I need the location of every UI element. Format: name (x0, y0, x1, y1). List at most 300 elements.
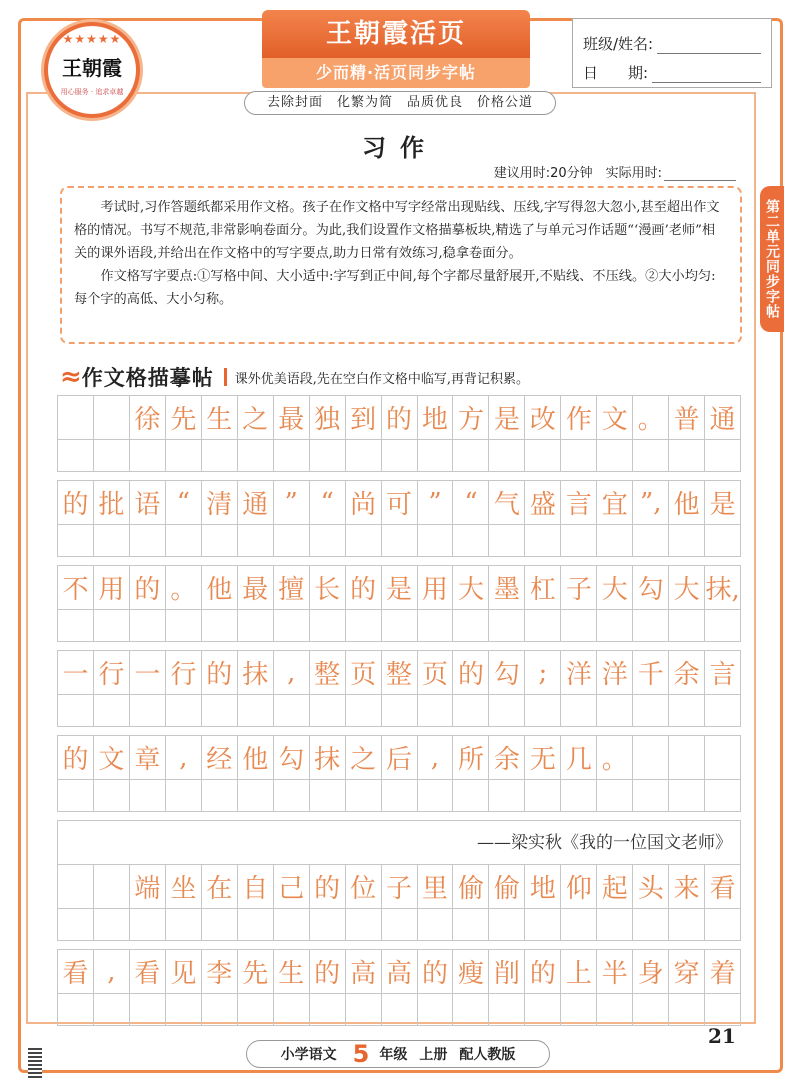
trace-cell: 自 (238, 865, 274, 908)
trace-cell: “ (453, 481, 489, 524)
trace-cell: 大 (669, 566, 705, 609)
date-label: 日 期: (583, 64, 649, 82)
practice-cell[interactable] (130, 780, 166, 811)
trace-cell: 头 (633, 865, 669, 908)
practice-cell[interactable] (346, 909, 382, 940)
trace-cell: 整 (310, 651, 346, 694)
practice-cell[interactable] (382, 780, 418, 811)
trace-cell: 位 (346, 865, 382, 908)
grid-row-pair (57, 650, 741, 727)
trace-cell: 高 (382, 950, 418, 993)
practice-cell[interactable] (453, 909, 489, 940)
practice-row (57, 694, 741, 727)
trace-cell: 一 (58, 651, 94, 694)
trace-cell: 千 (633, 651, 669, 694)
trace-cell: , (94, 950, 130, 993)
practice-cell[interactable] (561, 440, 597, 471)
practice-cell[interactable] (418, 909, 454, 940)
grid-row-pair (57, 565, 741, 642)
practice-cell[interactable] (94, 994, 130, 1025)
practice-cell[interactable] (453, 610, 489, 641)
trace-cell: 宜 (597, 481, 633, 524)
practice-row (57, 779, 741, 812)
practice-cell[interactable] (346, 994, 382, 1025)
practice-cell[interactable] (58, 695, 94, 726)
practice-cell[interactable] (597, 525, 633, 556)
practice-cell[interactable] (94, 525, 130, 556)
practice-cell[interactable] (94, 909, 130, 940)
trace-cell: 着 (705, 950, 741, 993)
practice-cell[interactable] (166, 909, 202, 940)
trace-cell: 生 (202, 396, 238, 439)
trace-cell: 看 (130, 950, 166, 993)
practice-cell[interactable] (382, 440, 418, 471)
practice-cell[interactable] (94, 440, 130, 471)
practice-cell[interactable] (274, 610, 310, 641)
practice-cell[interactable] (202, 525, 238, 556)
trace-cell: 之 (238, 396, 274, 439)
trace-cell: ” (418, 481, 454, 524)
practice-cell[interactable] (453, 525, 489, 556)
trace-cell: ”, (633, 481, 669, 524)
practice-cell[interactable] (669, 994, 705, 1025)
practice-cell[interactable] (94, 780, 130, 811)
trace-cell: 勾 (274, 736, 310, 779)
trace-cell: 最 (238, 566, 274, 609)
trace-cell: 他 (238, 736, 274, 779)
trace-cell (94, 396, 130, 439)
trace-cell: 高 (346, 950, 382, 993)
practice-cell[interactable] (310, 525, 346, 556)
trace-cell: 抹, (705, 566, 741, 609)
practice-cell[interactable] (166, 440, 202, 471)
composition-grid (57, 395, 741, 1034)
trace-cell: 地 (418, 396, 454, 439)
practice-cell[interactable] (525, 525, 561, 556)
section-divider (224, 368, 227, 386)
practice-cell[interactable] (382, 610, 418, 641)
practice-row (57, 908, 741, 941)
practice-cell[interactable] (489, 780, 525, 811)
practice-row (57, 993, 741, 1026)
practice-cell[interactable] (597, 440, 633, 471)
trace-cell: 。 (166, 566, 202, 609)
practice-cell[interactable] (453, 994, 489, 1025)
practice-cell[interactable] (525, 695, 561, 726)
practice-cell[interactable] (489, 525, 525, 556)
trace-cell: 是 (382, 566, 418, 609)
class-name-field[interactable] (657, 38, 761, 54)
grid-row-pair (57, 949, 741, 1026)
practice-cell[interactable] (58, 525, 94, 556)
trace-cell: 大 (597, 566, 633, 609)
practice-cell[interactable] (561, 909, 597, 940)
practice-cell[interactable] (633, 780, 669, 811)
trace-cell: 的 (346, 566, 382, 609)
practice-cell[interactable] (310, 994, 346, 1025)
practice-cell[interactable] (58, 909, 94, 940)
page-title: 习作 (362, 133, 438, 162)
practice-cell[interactable] (669, 909, 705, 940)
practice-cell[interactable] (202, 909, 238, 940)
practice-cell[interactable] (382, 994, 418, 1025)
grid-row-pair (57, 395, 741, 472)
trace-cell: 起 (597, 865, 633, 908)
trace-cell: 最 (274, 396, 310, 439)
practice-cell[interactable] (274, 695, 310, 726)
trace-cell: 用 (418, 566, 454, 609)
practice-cell[interactable] (633, 440, 669, 471)
trace-cell: 清 (202, 481, 238, 524)
trace-cell (58, 396, 94, 439)
trace-cell: 大 (453, 566, 489, 609)
practice-cell[interactable] (166, 994, 202, 1025)
trace-cell: 行 (94, 651, 130, 694)
practice-cell[interactable] (597, 780, 633, 811)
trace-cell: 身 (633, 950, 669, 993)
trace-cell: 抹 (310, 736, 346, 779)
trace-cell: 的 (382, 396, 418, 439)
trace-cell: 的 (58, 736, 94, 779)
practice-cell[interactable] (238, 909, 274, 940)
trace-cell: 的 (310, 950, 346, 993)
trace-cell: 之 (346, 736, 382, 779)
trace-cell: 文 (94, 736, 130, 779)
practice-cell[interactable] (561, 610, 597, 641)
practice-cell[interactable] (705, 440, 741, 471)
practice-row (57, 524, 741, 557)
trace-cell: 长 (310, 566, 346, 609)
trace-cell: 言 (705, 651, 741, 694)
student-info-box (572, 18, 772, 88)
quote-attribution: ——梁实秋《我的一位国文老师》 (57, 820, 741, 864)
practice-cell[interactable] (238, 695, 274, 726)
trace-cell: 到 (346, 396, 382, 439)
trace-cell: 作 (561, 396, 597, 439)
trace-cell: 独 (310, 396, 346, 439)
practice-cell[interactable] (669, 780, 705, 811)
practice-cell[interactable] (346, 525, 382, 556)
practice-cell[interactable] (274, 525, 310, 556)
trace-cell: 余 (669, 651, 705, 694)
trace-row (57, 949, 741, 993)
trace-cell: 不 (58, 566, 94, 609)
footer-edition: 配人教版 (459, 1047, 516, 1063)
section-title: 作文格描摹帖 (81, 366, 214, 390)
practice-cell[interactable] (525, 780, 561, 811)
practice-cell[interactable] (130, 909, 166, 940)
trace-cell: 洋 (561, 651, 597, 694)
trace-cell: 勾 (489, 651, 525, 694)
practice-cell[interactable] (58, 780, 94, 811)
trace-cell: 削 (489, 950, 525, 993)
trace-row (57, 735, 741, 779)
practice-cell[interactable] (310, 695, 346, 726)
practice-cell[interactable] (274, 994, 310, 1025)
intro-box (60, 186, 742, 344)
practice-cell[interactable] (238, 994, 274, 1025)
intro-paragraph-2: 作文格写字要点:①写格中间、大小适中:字写到正中间,每个字都尽量舒展开,不贴线、不压线。②大小均匀:每个字的高低、大小匀称。 (74, 269, 716, 307)
practice-cell[interactable] (238, 610, 274, 641)
footer-badge (246, 1040, 550, 1068)
brand-logo (44, 22, 140, 118)
trace-row (57, 650, 741, 694)
practice-cell[interactable] (705, 610, 741, 641)
practice-cell[interactable] (202, 440, 238, 471)
practice-cell[interactable] (346, 610, 382, 641)
trace-cell: 的 (310, 865, 346, 908)
footer-grade-number: 5 (352, 1040, 370, 1068)
practice-cell[interactable] (418, 525, 454, 556)
trace-cell: 经 (202, 736, 238, 779)
practice-cell[interactable] (597, 610, 633, 641)
practice-cell[interactable] (705, 780, 741, 811)
practice-cell[interactable] (58, 994, 94, 1025)
trace-cell: 改 (525, 396, 561, 439)
trace-cell: 瘦 (453, 950, 489, 993)
grid-row-pair (57, 480, 741, 557)
practice-cell[interactable] (489, 695, 525, 726)
trace-cell: 先 (166, 396, 202, 439)
practice-cell[interactable] (58, 440, 94, 471)
trace-cell: 他 (669, 481, 705, 524)
footer-term: 上册 (419, 1047, 448, 1063)
practice-cell[interactable] (418, 780, 454, 811)
trace-cell: 墨 (489, 566, 525, 609)
practice-cell[interactable] (130, 610, 166, 641)
practice-cell[interactable] (525, 909, 561, 940)
practice-cell[interactable] (561, 780, 597, 811)
practice-cell[interactable] (705, 994, 741, 1025)
trace-cell: 几 (561, 736, 597, 779)
trace-cell: 页 (418, 651, 454, 694)
trace-cell: 的 (525, 950, 561, 993)
practice-cell[interactable] (310, 610, 346, 641)
practice-cell[interactable] (489, 440, 525, 471)
practice-cell[interactable] (597, 909, 633, 940)
practice-cell[interactable] (166, 610, 202, 641)
trace-cell: 端 (130, 865, 166, 908)
banner-subtitle: 少而精·活页同步字帖 (262, 58, 530, 88)
practice-cell[interactable] (418, 610, 454, 641)
practice-cell[interactable] (310, 780, 346, 811)
practice-cell[interactable] (274, 909, 310, 940)
practice-cell[interactable] (202, 994, 238, 1025)
practice-cell[interactable] (561, 525, 597, 556)
practice-cell[interactable] (166, 525, 202, 556)
logo-stars: ★★★★★ (62, 32, 122, 46)
practice-cell[interactable] (310, 440, 346, 471)
trace-cell (58, 865, 94, 908)
practice-cell[interactable] (202, 695, 238, 726)
practice-cell[interactable] (705, 525, 741, 556)
practice-cell[interactable] (202, 610, 238, 641)
trace-cell (705, 736, 741, 779)
practice-cell[interactable] (382, 525, 418, 556)
trace-cell: 在 (202, 865, 238, 908)
trace-cell: 的 (130, 566, 166, 609)
practice-cell[interactable] (489, 909, 525, 940)
practice-cell[interactable] (382, 909, 418, 940)
time-label: 建议用时:20分钟 实际用时: (493, 166, 662, 181)
practice-cell[interactable] (633, 695, 669, 726)
trace-cell: 用 (94, 566, 130, 609)
trace-cell: 的 (202, 651, 238, 694)
trace-cell: 后 (382, 736, 418, 779)
trace-cell: 洋 (597, 651, 633, 694)
practice-cell[interactable] (525, 610, 561, 641)
logo-name: 王朝霞 (62, 56, 122, 80)
practice-cell[interactable] (130, 440, 166, 471)
trace-row (57, 395, 741, 439)
trace-row (57, 480, 741, 524)
practice-cell[interactable] (597, 994, 633, 1025)
practice-cell[interactable] (705, 909, 741, 940)
practice-cell[interactable] (94, 610, 130, 641)
trace-cell: 仰 (561, 865, 597, 908)
practice-cell[interactable] (238, 525, 274, 556)
practice-cell[interactable] (489, 610, 525, 641)
trace-cell: 。 (633, 396, 669, 439)
trace-cell: “ (166, 481, 202, 524)
trace-cell: 里 (418, 865, 454, 908)
section-description: 课外优美语段,先在空白作文格中临写,再背记积累。 (234, 371, 530, 387)
practice-cell[interactable] (633, 994, 669, 1025)
practice-cell[interactable] (130, 994, 166, 1025)
trace-cell: 言 (561, 481, 597, 524)
trace-cell: 可 (382, 481, 418, 524)
intro-paragraph-1: 考试时,习作答题纸都采用作文格。孩子在作文格中写字经常出现贴线、压线,字写得忽大忽小,甚至超出作文格的情况。书写不规范,非常影响卷面分。为此,我们设置作文格描摹板块,精选了与单元习作话题“‘漫画’老师”相关的课外语段,并给出在作文格中的写字要点,助力日常有效练习,稳拿卷面分。 (74, 200, 720, 261)
practice-cell[interactable] (669, 525, 705, 556)
practice-cell[interactable] (274, 780, 310, 811)
trace-cell: 行 (166, 651, 202, 694)
practice-cell[interactable] (453, 780, 489, 811)
trace-cell: 擅 (274, 566, 310, 609)
practice-cell[interactable] (669, 610, 705, 641)
practice-cell[interactable] (418, 695, 454, 726)
practice-cell[interactable] (453, 695, 489, 726)
practice-cell[interactable] (633, 610, 669, 641)
trace-cell: 整 (382, 651, 418, 694)
trace-cell: 的 (58, 481, 94, 524)
trace-cell: 勾 (633, 566, 669, 609)
trace-cell: 偷 (489, 865, 525, 908)
practice-cell[interactable] (597, 695, 633, 726)
trace-cell: 地 (525, 865, 561, 908)
trace-cell: 批 (94, 481, 130, 524)
practice-cell[interactable] (166, 695, 202, 726)
trace-cell: 页 (346, 651, 382, 694)
trace-cell: 通 (238, 481, 274, 524)
trace-cell: 普 (669, 396, 705, 439)
practice-cell[interactable] (238, 780, 274, 811)
date-field[interactable] (652, 67, 761, 83)
practice-cell[interactable] (561, 994, 597, 1025)
grid-row-pair (57, 735, 741, 812)
section-heading (60, 362, 529, 392)
practice-cell[interactable] (382, 695, 418, 726)
practice-cell[interactable] (346, 440, 382, 471)
trace-cell: 章 (130, 736, 166, 779)
trace-cell: 气 (489, 481, 525, 524)
banner-title: 王朝霞活页 (262, 10, 530, 58)
trace-cell (633, 736, 669, 779)
trace-cell: 生 (274, 950, 310, 993)
trace-cell: 子 (382, 865, 418, 908)
brand-banner (262, 10, 530, 92)
trace-cell: 来 (669, 865, 705, 908)
practice-cell[interactable] (346, 780, 382, 811)
trace-cell: , (418, 736, 454, 779)
trace-cell: 抹 (238, 651, 274, 694)
trace-row (57, 565, 741, 609)
practice-cell[interactable] (525, 440, 561, 471)
trace-cell: 杠 (525, 566, 561, 609)
trace-cell: 上 (561, 950, 597, 993)
practice-cell[interactable] (94, 695, 130, 726)
trace-cell: 穿 (669, 950, 705, 993)
trace-cell: 一 (130, 651, 166, 694)
practice-cell[interactable] (310, 909, 346, 940)
practice-cell[interactable] (669, 695, 705, 726)
trace-row (57, 864, 741, 908)
slogan: 去除封面 化繁为简 品质优良 价格公道 (244, 91, 556, 115)
practice-cell[interactable] (346, 695, 382, 726)
practice-cell[interactable] (58, 610, 94, 641)
practice-cell[interactable] (130, 695, 166, 726)
practice-cell[interactable] (489, 994, 525, 1025)
wave-icon: ≈ (60, 362, 78, 392)
class-name-label: 班级/姓名: (583, 35, 654, 53)
practice-cell[interactable] (166, 780, 202, 811)
trace-cell: ” (274, 481, 310, 524)
trace-cell: 己 (274, 865, 310, 908)
footer-grade: 年级 (379, 1047, 408, 1063)
trace-cell: 无 (525, 736, 561, 779)
practice-cell[interactable] (561, 695, 597, 726)
grid-row-pair (57, 864, 741, 941)
time-row (494, 162, 736, 181)
trace-cell: 通 (705, 396, 741, 439)
trace-cell: 看 (58, 950, 94, 993)
practice-cell[interactable] (418, 440, 454, 471)
practice-cell[interactable] (633, 909, 669, 940)
practice-cell[interactable] (130, 525, 166, 556)
practice-cell[interactable] (453, 440, 489, 471)
practice-row (57, 609, 741, 642)
trace-cell: 子 (561, 566, 597, 609)
trace-cell: ; (525, 651, 561, 694)
trace-cell: “ (310, 481, 346, 524)
practice-cell[interactable] (705, 695, 741, 726)
trace-cell (669, 736, 705, 779)
trace-cell: 偷 (453, 865, 489, 908)
practice-cell[interactable] (238, 440, 274, 471)
page-number: 21 (708, 1024, 736, 1048)
trace-cell: 余 (489, 736, 525, 779)
practice-cell[interactable] (633, 525, 669, 556)
practice-cell[interactable] (202, 780, 238, 811)
actual-time-field[interactable] (664, 167, 736, 181)
practice-row (57, 439, 741, 472)
practice-cell[interactable] (669, 440, 705, 471)
practice-cell[interactable] (274, 440, 310, 471)
practice-cell[interactable] (525, 994, 561, 1025)
practice-cell[interactable] (418, 994, 454, 1025)
logo-motto: 用心服务 · 追求卓越 (60, 88, 124, 96)
trace-cell: 李 (202, 950, 238, 993)
trace-cell: 坐 (166, 865, 202, 908)
